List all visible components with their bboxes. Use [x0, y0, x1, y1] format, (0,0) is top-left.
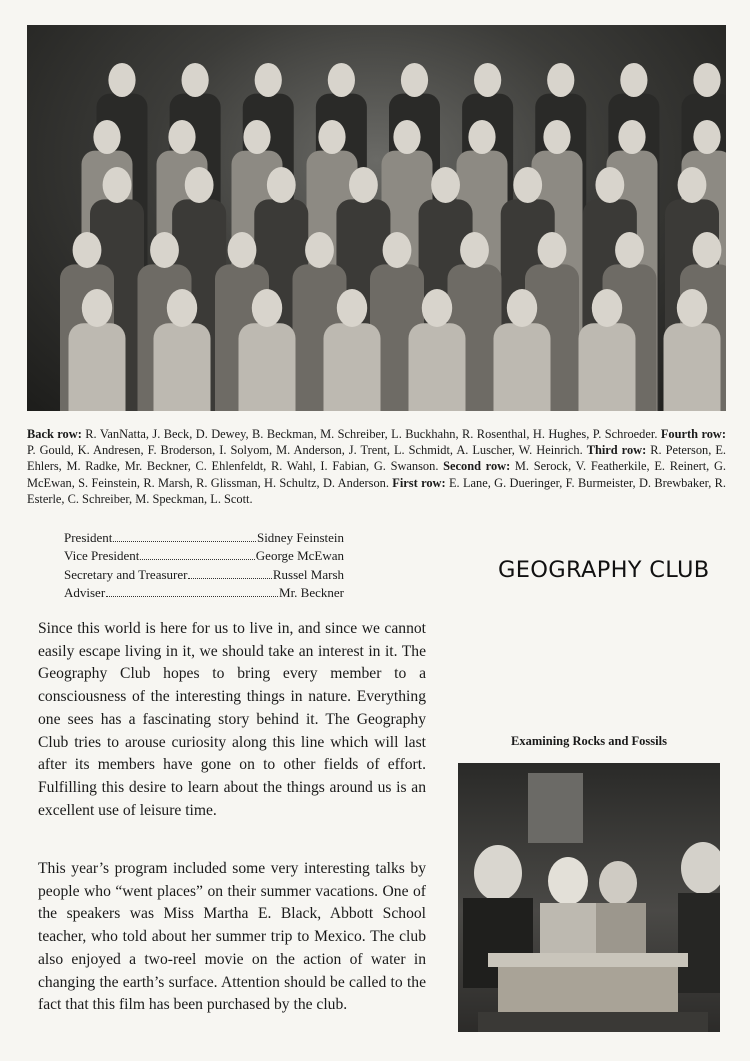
person-head — [513, 167, 542, 203]
officer-president — [64, 529, 344, 547]
wall-frame — [528, 773, 583, 843]
person-head — [431, 167, 460, 203]
person-head — [150, 232, 179, 268]
person-head — [460, 232, 489, 268]
person-head — [167, 289, 197, 327]
inset-photo — [458, 763, 720, 1032]
club-title: GEOGRAPHY CLUB — [498, 557, 710, 583]
person-head — [538, 232, 567, 268]
person-head — [543, 120, 570, 154]
officer-role: President — [64, 530, 113, 545]
person-head — [267, 167, 296, 203]
person-head — [620, 63, 647, 97]
fourth-row-names: P. Gould, K. Andresen, F. Broderson, I. Solyom, M. Anderson, J. Trent, L. Schmidt, A. Luscher, W. Heinrich. — [27, 443, 587, 458]
table-base — [478, 1012, 708, 1032]
person-head — [401, 63, 428, 97]
person-head — [468, 120, 495, 154]
person-body — [409, 323, 466, 411]
person-body — [664, 323, 721, 411]
person-head — [507, 289, 537, 327]
leader-dots — [140, 559, 254, 560]
person-head — [93, 120, 120, 154]
person-head — [168, 120, 195, 154]
person-head — [337, 289, 367, 327]
person-head — [82, 289, 112, 327]
fourth-row-label: Fourth row: — [660, 427, 726, 441]
officer-name: Sidney Feinstein — [256, 530, 344, 545]
officer-role: Vice President — [64, 548, 140, 564]
person-body — [239, 323, 296, 411]
second-row-names: M. Serock, V. Featherkile, E. Reinert, G. McEwan, S. Feinstein, R. Marsh, R. Glissman, H. Schultz, D. Anderson. — [27, 459, 727, 490]
student-head — [548, 857, 588, 905]
person-head — [349, 167, 378, 203]
person-head — [228, 232, 257, 268]
group-photo — [27, 25, 726, 411]
third-row-label: Third row: — [586, 443, 647, 458]
person-head — [185, 167, 214, 203]
person-head — [255, 63, 282, 97]
officer-name: Russel Marsh — [272, 566, 344, 582]
table-top — [488, 953, 688, 967]
third-row-names: R. Peterson, E. Ehlers, M. Radke, Mr. Beckner, C. Ehlenfeldt, R. Wahl, I. Fabian, G. Swanson. — [27, 443, 726, 474]
person-head — [243, 120, 270, 154]
person-body — [324, 323, 381, 411]
person-head — [108, 63, 135, 97]
student-head — [681, 842, 720, 894]
leader-dots — [188, 578, 271, 579]
person-head — [305, 232, 334, 268]
person-head — [474, 63, 501, 97]
back-row-names: R. VanNatta, J. Beck, D. Dewey, B. Beckman, M. Schreiber, L. Buckhahn, R. Rosenthal, H. Hughes, P. Schroeder. — [81, 427, 661, 441]
photo-caption — [27, 426, 726, 507]
person-body — [494, 323, 551, 411]
officer-name: George McEwan — [255, 548, 344, 564]
rock-tray — [498, 967, 678, 1012]
person-head — [693, 232, 722, 268]
intro-paragraph: Since this world is here for us to live in, and since we cannot easily escape living in it, we should take an interest in it. The Geography Club hopes to bring every member to a consciousness of the interesting things in nature. Everything one sees has a fascinating story behind it. The Geography Club tries to arouse curiosity along this line which will last after its members have gone on to other fields of effort. Fulfilling this desire to learn about the things around us is an excellent use of leisure time. — [38, 620, 426, 819]
officer-adviser — [64, 584, 344, 602]
person-head — [677, 289, 707, 327]
leader-dots — [113, 541, 256, 542]
first-row-names: E. Lane, G. Dueringer, F. Burmeister, D. Brewbaker, R. Esterle, C. Schreiber, M. Speckman, L. Scott. — [27, 475, 726, 506]
person-head — [693, 63, 720, 97]
person-head — [693, 120, 720, 154]
person-head — [328, 63, 355, 97]
second-row-label: Second row: — [443, 459, 511, 474]
program-paragraph: This year’s program included some very interesting talks by people who “went places” on their summer vacations. One of the speakers was Miss Martha E. Black, Abbott School teacher, who told about her summer trip to Mexico. The club also enjoyed a two-reel movie on the action of water in changing the earth’s surface. Attention should be called to the fact that this film has been purchased by the club. — [38, 860, 426, 1014]
officer-name: Mr. Beckner — [279, 585, 344, 601]
officer-role: Secretary and Treasurer — [64, 566, 188, 582]
back-row-label: Back row: — [27, 427, 82, 441]
leader-dots — [106, 596, 278, 597]
inset-photo-illustration — [458, 763, 720, 1032]
student-body — [678, 893, 720, 993]
person-head — [383, 232, 412, 268]
person-body — [69, 323, 126, 411]
person-head — [422, 289, 452, 327]
person-head — [615, 232, 644, 268]
person-head — [678, 167, 707, 203]
officer-vice-president — [64, 547, 344, 565]
officer-secretary-treasurer — [64, 566, 344, 584]
person-body — [579, 323, 636, 411]
person-head — [73, 232, 102, 268]
person-head — [182, 63, 209, 97]
person-head — [252, 289, 282, 327]
student-head — [474, 845, 522, 901]
person-head — [393, 120, 420, 154]
person-head — [547, 63, 574, 97]
person-body — [154, 323, 211, 411]
group-photo-illustration — [27, 25, 726, 411]
first-row-label: First row: — [392, 475, 446, 490]
person-head — [592, 289, 622, 327]
officers-list — [64, 529, 344, 603]
student-head — [599, 861, 637, 905]
inset-photo-caption: Examining Rocks and Fossils — [511, 734, 667, 748]
officer-role: Adviser — [64, 585, 106, 601]
person-head — [103, 167, 132, 203]
person-head — [618, 120, 645, 154]
person-head — [595, 167, 624, 203]
person-head — [318, 120, 345, 154]
